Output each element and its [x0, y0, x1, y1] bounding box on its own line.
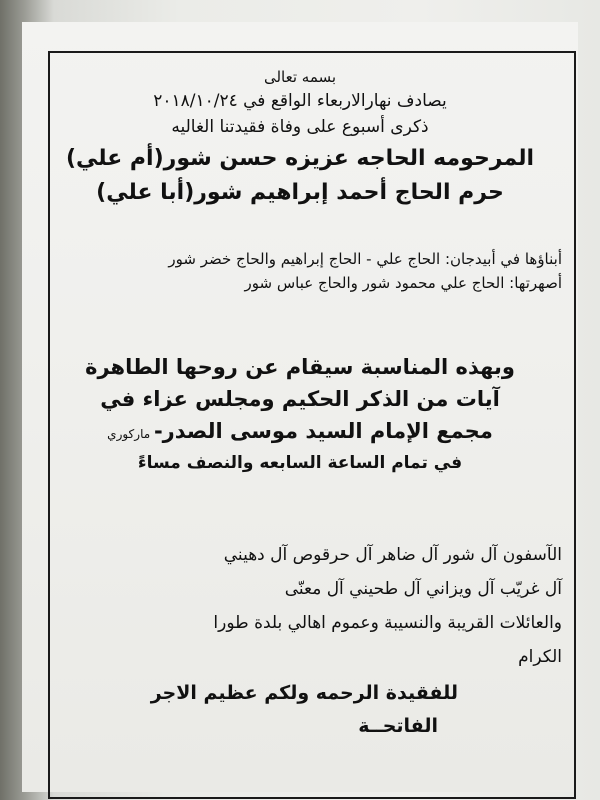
ceremony-time: في تمام الساعة السابعه والنصف مساءً	[137, 453, 463, 473]
mourners-line-3: والعائلات القريبة والنسيبة وعموم اهالي بلدة طورا	[213, 613, 562, 633]
ceremony-line-3	[22, 419, 578, 443]
fatiha-line: الفاتحــة	[358, 715, 438, 737]
venue-name: مجمع الإمام السيد موسى الصدر-	[153, 419, 493, 443]
spouse-line: حرم الحاج أحمد إبراهيم شور(أبا علي)	[96, 180, 504, 205]
sons-in-law-line: أصهرتها: الحاج علي محمود شور والحاج عباس شور	[244, 274, 562, 292]
sons-line: أبناؤها في أبيدجان: الحاج علي - الحاج إبراهيم والحاج خضر شور	[168, 250, 562, 268]
deceased-name: المرحومه الحاجه عزيزه حسن شور(أم علي)	[65, 146, 535, 171]
mourners-line-1: الآسفون آل شور آل ضاهر آل حرقوص آل دهيني	[223, 545, 562, 565]
obituary-paper	[22, 22, 578, 792]
occasion-line: ذكرى أسبوع على وفاة فقيدتنا الغاليه	[171, 117, 429, 137]
ceremony-line-1: وبهذه المناسبة سيقام عن روحها الطاهرة	[85, 355, 515, 379]
date-line: يصادف نهارالاربعاء الواقع في ٢٠١٨/١٠/٢٤	[153, 91, 447, 111]
mourners-line-4: الكرام	[518, 647, 562, 667]
ceremony-line-2: آيات من الذكر الحكيم ومجلس عزاء في	[100, 387, 500, 411]
mourners-line-2: آل غريّب آل ويزاني آل طحيني آل معنّى	[284, 579, 562, 599]
condolence-line: للفقيدة الرحمه ولكم عظيم الاجر	[150, 682, 458, 704]
venue-area: ماركوري	[107, 427, 154, 441]
invocation: بسمه تعالى	[263, 68, 337, 86]
